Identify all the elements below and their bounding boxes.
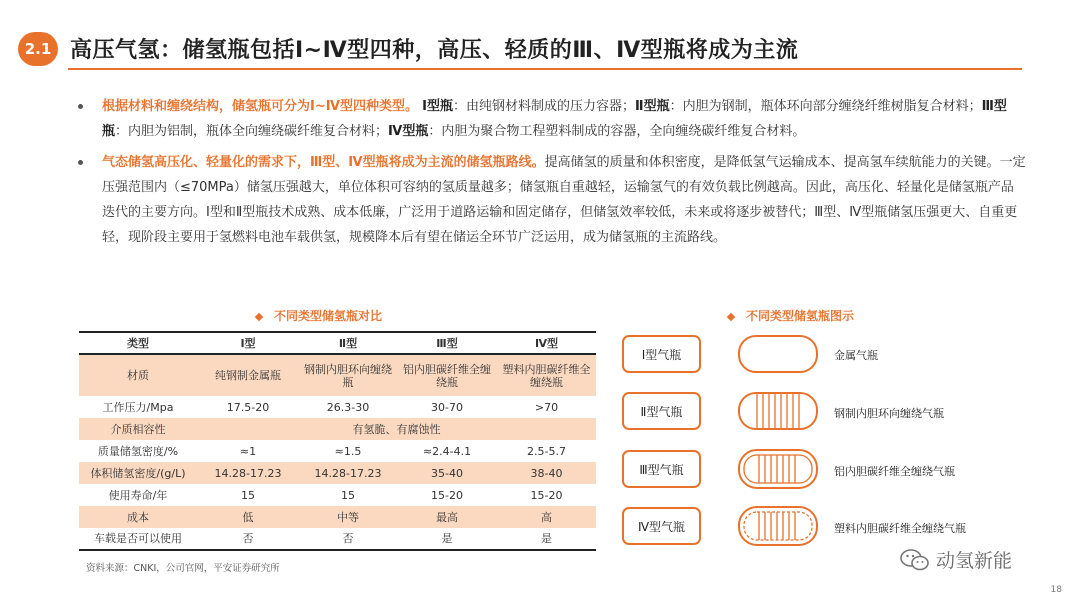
table-cell: 14.28-17.23 [214,466,282,480]
bullet-list [78,94,1026,256]
table-cell: 是 [441,532,453,545]
table-row-volume-density [79,462,596,484]
table-cell: 否 [342,532,354,545]
table-cell: 30-70 [431,400,463,414]
wechat-icon [900,548,930,572]
row-label: 质量储氢密度/% [97,444,179,458]
type2-box: Ⅱ型气瓶 [622,392,701,430]
table-header-cell: Ⅰ型 [240,336,256,350]
row-label: 体积储氢密度/(g/L) [90,466,186,480]
type3-description: 铝内胆碳纤维全缠绕气瓶 [834,465,955,478]
watermark-text: 动氢新能 [936,550,1013,572]
comparison-table [79,331,596,551]
table-section-title: 不同类型储氢瓶对比 [256,307,382,324]
type3-cylinder-icon [737,448,819,490]
type2-description: 钢制内胆环向缠绕气瓶 [834,407,944,420]
title-divider [68,68,1022,70]
diamond-icon [255,312,263,320]
table-cell: 26.3-30 [326,400,370,414]
watermark [900,546,1012,573]
type2-text: ：内胆为钢制，瓶体环向部分缠绕纤维树脂复合材料； [669,99,982,114]
page-number: 18 [1050,585,1062,595]
table-row-material [79,354,596,396]
table-cell: 否 [242,532,254,545]
type3-box: Ⅲ型气瓶 [622,450,701,488]
table-row-mass-density [79,440,596,462]
type1-text: ：由纯钢材料制成的压力容器； [453,99,636,114]
type4-box: Ⅳ型气瓶 [622,507,701,545]
type3-text: ：内胆为铝制，瓶体全向缠绕碳纤维复合材料； [115,124,389,139]
table-cell: 15 [241,488,255,502]
row-label: 工作压力/Mpa [102,400,174,414]
bullet-text: 提高储氢的质量和体积密度，是降低氢气运输成本、提高氢车续航能力的关键。一定压强范围内（≤70MPa）储氢压强越大，单位体积可容纳的氢质量越多；储氢瓶自重越轻，运输氢气的有效负载比例越高。因此，高压化、轻量化是储氢瓶产品迭代的主要方向。Ⅰ型和Ⅱ型瓶技术成熟、成本低廉，广泛用于道路运输和固定储存，但储氢效率较低，未来或将逐步被替代；Ⅲ型、Ⅳ型瓶储氢压强更大、自重更轻，现阶段主要用于氢燃料电池车载供氢，规模降本后有望在储运全环节广泛运用，成为储氢瓶的主流路线。 [102,155,1026,245]
table-header-cell: Ⅱ型 [338,336,358,350]
type4-text: ：内胆为聚合物工程塑料制成的容器，全向缠绕碳纤维复合材料。 [428,124,806,139]
slide-header [18,26,1022,72]
type1-cylinder-icon [737,334,819,374]
table-header-cell: 类型 [127,336,149,350]
table-cell: 2.5-5.7 [527,444,566,458]
table-header-row [79,332,596,354]
table-cell: 钢制内胆环向缠绕瓶 [304,362,392,389]
section-number-badge: 2.1 [18,32,58,66]
table-row-pressure [79,396,596,418]
table-cell: ≈1 [239,444,257,458]
table-header-cell: Ⅳ型 [534,336,559,350]
table-header-cell: Ⅲ型 [436,336,458,350]
table-row-compatibility [79,418,596,440]
bullet-highlight: 气态储氢高压化、轻量化的需求下，Ⅲ型、Ⅳ型瓶将成为主流的储氢瓶路线。 [102,155,545,170]
type1-description: 金属气瓶 [834,349,878,362]
table-cell: 14.28-17.23 [314,466,382,480]
diamond-icon [727,312,735,320]
table-cell: 35-40 [431,466,463,480]
row-label: 成本 [127,510,149,524]
table-cell: 中等 [337,510,359,524]
table-cell: 高 [541,510,552,524]
row-label: 材质 [127,369,149,382]
table-cell: ≈2.4-4.1 [422,444,472,458]
type4-label: Ⅳ型瓶 [388,124,429,139]
table-merged-cell: 有氢脆、有腐蚀性 [352,422,441,436]
bullet-item-types [78,94,1026,144]
table-cell: 塑料内胆碳纤维全缠绕瓶 [502,362,591,389]
table-cell: 38-40 [530,466,563,480]
type2-cylinder-icon [737,391,819,431]
type1-box: Ⅰ型气瓶 [622,335,701,373]
diagram-section-title: 不同类型储氢瓶图示 [728,307,854,324]
table-cell: 最高 [436,510,458,524]
bullet-highlight: 根据材料和缠绕结构，储氢瓶可分为Ⅰ~Ⅳ型四种类型。 [102,99,419,114]
table-cell: 15 [341,488,355,502]
row-label: 使用寿命/年 [108,488,168,502]
row-label: 车载是否可以使用 [94,532,182,545]
table-row-vehicle-use [79,528,596,550]
table-cell: 17.5-20 [226,400,270,414]
row-label: 介质相容性 [110,422,166,436]
table-row-cost [79,506,596,528]
bullet-item-trend [78,150,1026,250]
table-cell: 15-20 [431,488,463,502]
table-cell: ≈1.5 [334,444,362,458]
table-cell: 15-20 [530,488,563,502]
type1-label: Ⅰ型瓶 [422,99,453,114]
table-cell: 是 [541,532,552,545]
table-cell: >70 [534,400,559,414]
type4-cylinder-icon [737,505,819,547]
type3-label: Ⅲ型瓶 [102,99,1007,139]
table-row-lifetime [79,484,596,506]
type2-label: Ⅱ型瓶 [635,99,670,114]
type4-description: 塑料内胆碳纤维全缠绕气瓶 [834,522,966,535]
source-note: 资料来源：CNKI，公司官网，平安证券研究所 [86,563,280,574]
table-cell: 铝内胆碳纤维全缠绕瓶 [403,362,491,389]
slide-title: 高压气氢：储氢瓶包括Ⅰ~Ⅳ型四种，高压、轻质的Ⅲ、Ⅳ型瓶将成为主流 [70,38,799,63]
table-cell: 纯钢制金属瓶 [215,369,281,382]
table-cell: 低 [242,510,254,524]
